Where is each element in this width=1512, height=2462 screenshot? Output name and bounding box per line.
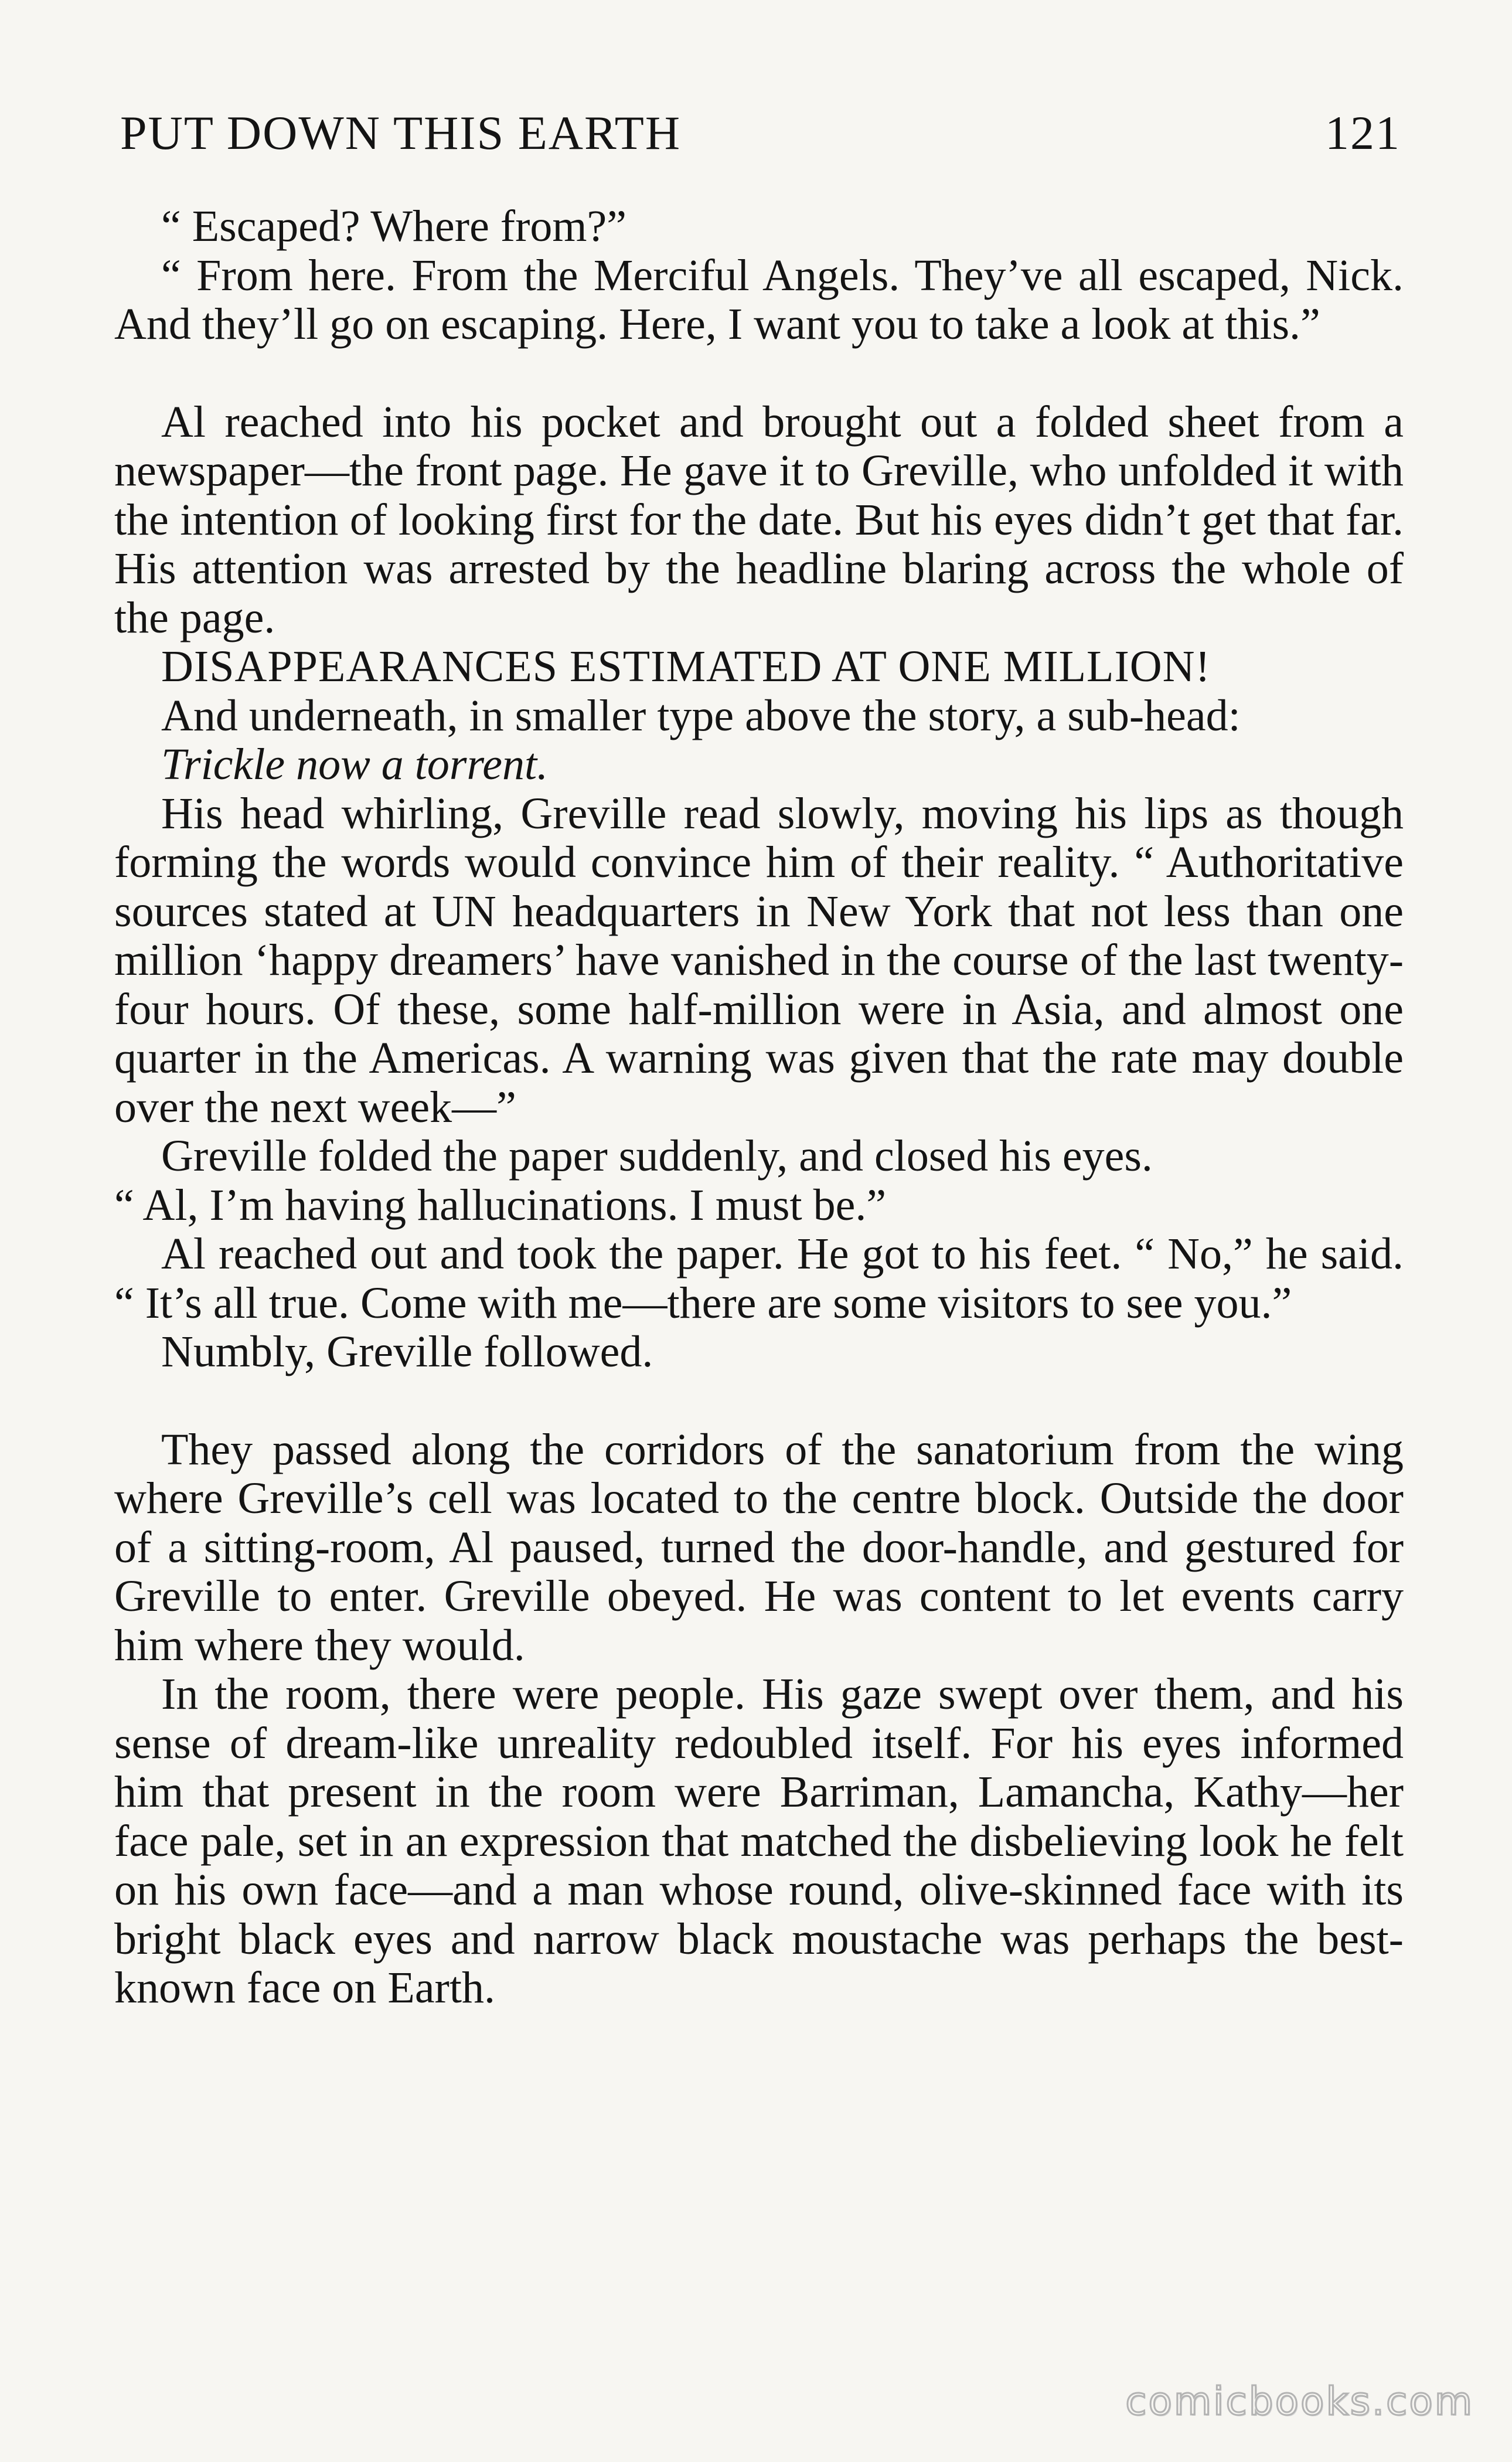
paragraph-article: His head whirling, Greville read slowly, moving his lips as though forming the words would convince him of their reality. “ Authoritative sources stated at UN headquarters in New York that not less than one million ‘happy dreamers’ have vanished in the course of the last twenty-four hours. Of these, some half-million were in Asia, and almost one quarter in the Americas. A warning was given that the rate may double over the next week—” — [114, 788, 1404, 1132]
page-number: 121 — [1325, 106, 1401, 159]
running-head — [120, 106, 1401, 176]
paragraph-dialogue-escaped: “ Escaped? Where from?” — [161, 202, 626, 251]
paragraph-room: In the room, there were people. His gaze swept over them, and his sense of dream-like unreality redoubled itself. For his eyes informed him that present in the room were Barriman, Lamancha, Kathy—her face pale, set in an expression that matched the disbelieving look he felt on his own face—and a man whose round, olive-skinned face with its bright black eyes and narrow black moustache was perhaps the best-known face on Earth. — [114, 1669, 1404, 2012]
paragraph-subhead-intro: And underneath, in smaller type above the story, a sub-head: — [161, 691, 1241, 740]
watermark-logo: comicbooks.com — [1125, 2379, 1474, 2424]
paragraph-dialogue-from-here: “ From here. From the Merciful Angels. They’ve all escaped, Nick. And they’ll go on escaping. Here, I want you to take a look at this.” — [114, 250, 1404, 349]
paragraph-newspaper: Al reached into his pocket and brought out a folded sheet from a newspaper—the front page. He gave it to Greville, who unfolded it with the intention of looking first for the date. But his eyes didn’t get that far. His attention was arrested by the headline blaring across the whole of the page. — [114, 397, 1404, 642]
paragraph-corridors: They passed along the corridors of the sanatorium from the wing where Greville’s cell was located to the centre block. Outside the door of a sitting-room, Al paused, turned the door-handle, and gestured for Greville to enter. Greville obeyed. He was content to let events carry him where they would. — [114, 1424, 1404, 1670]
paragraph-followed: Numbly, Greville followed. — [161, 1327, 653, 1376]
paragraph-folded-paper: Greville folded the paper suddenly, and closed his eyes. — [161, 1131, 1153, 1181]
paragraph-subhead: Trickle now a torrent. — [161, 740, 549, 789]
running-title: PUT DOWN THIS EARTH — [120, 106, 682, 159]
paragraph-all-true: Al reached out and took the paper. He got to his feet. “ No,” he said. “ It’s all true. Come with me—there are some visitors to see you.” — [114, 1229, 1404, 1328]
body-text — [114, 202, 1404, 2013]
paragraph-headline: DISAPPEARANCES ESTIMATED AT ONE MILLION! — [161, 642, 1211, 691]
paragraph-hallucinations: “ Al, I’m having hallucinations. I must be.” — [114, 1180, 887, 1230]
